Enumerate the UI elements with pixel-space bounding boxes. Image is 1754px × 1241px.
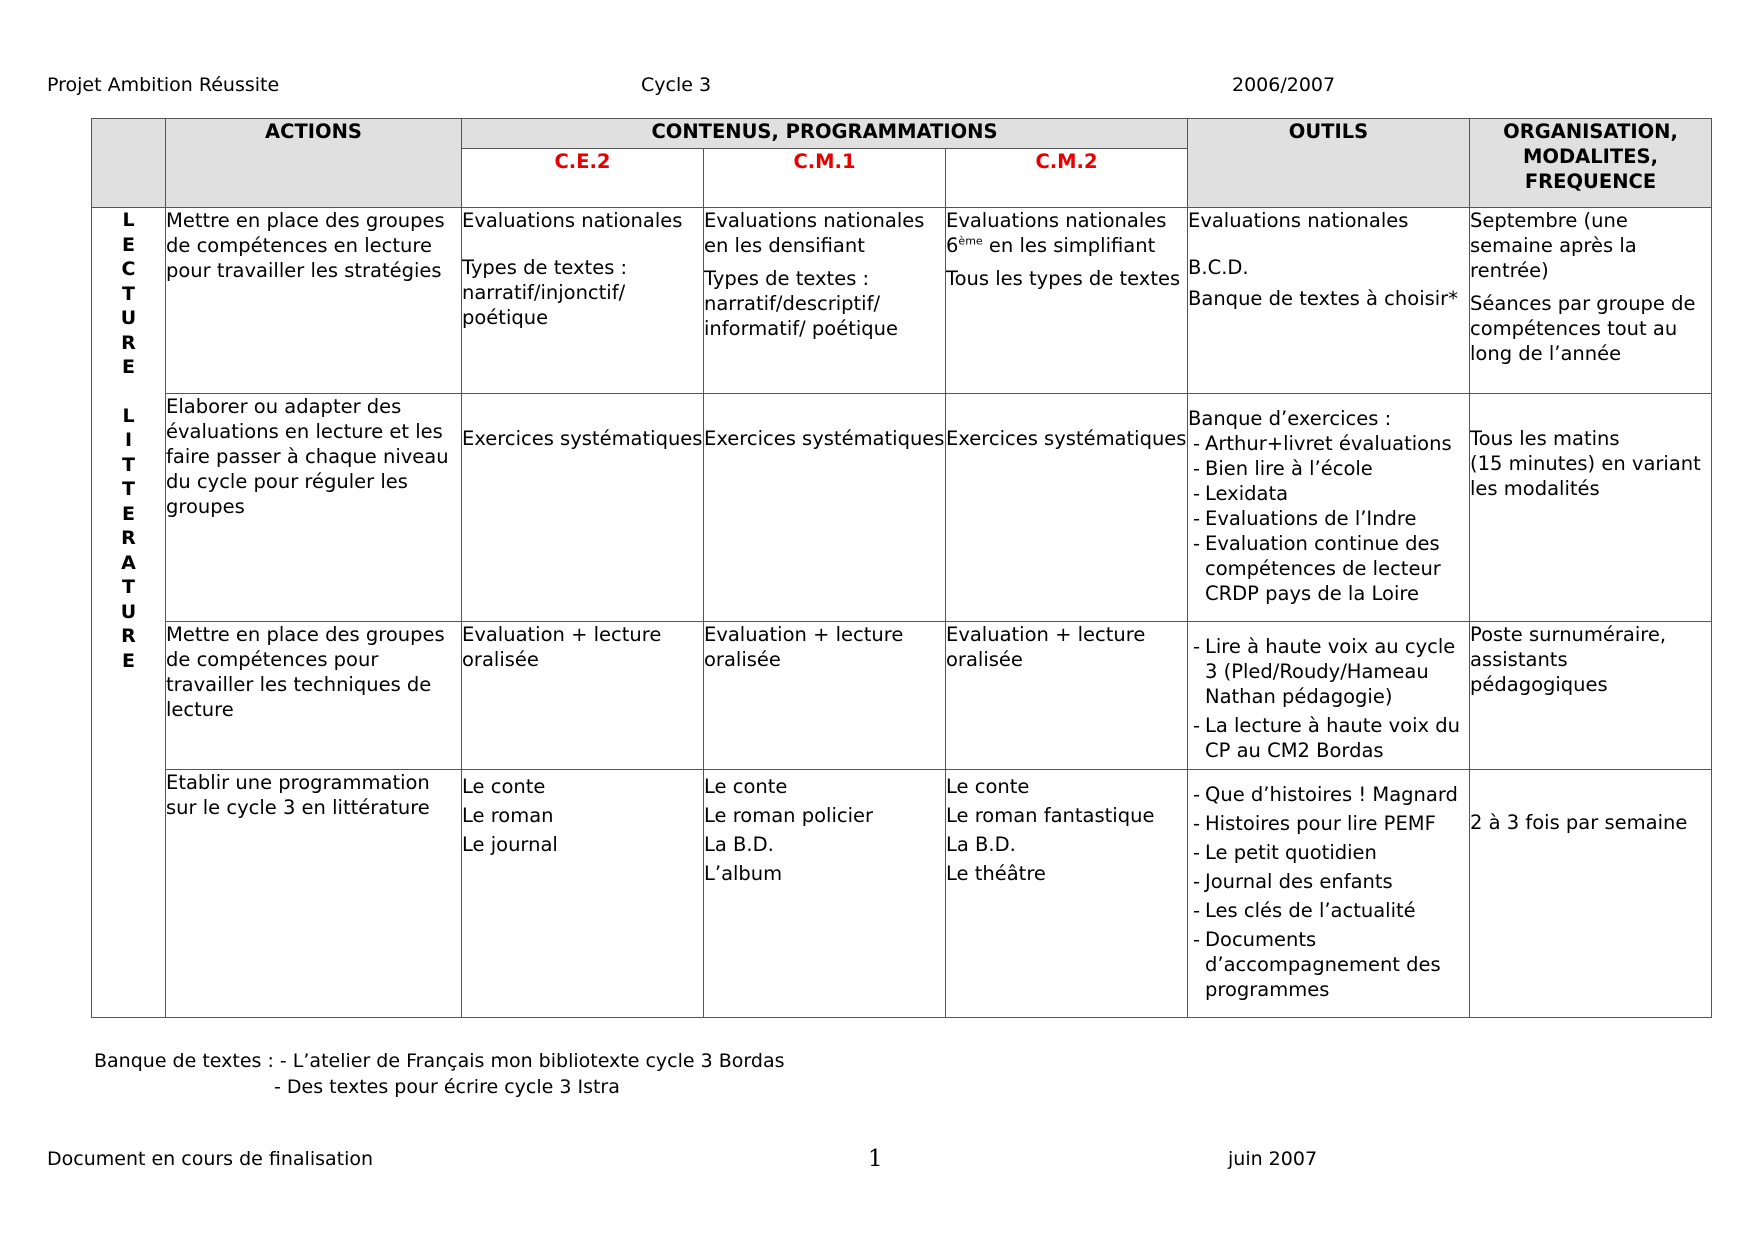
vertical-letter: R (121, 527, 136, 549)
vertical-letter: T (122, 453, 135, 476)
organisation-cell: Tous les matins (15 minutes) en variant les modalités (1470, 394, 1712, 622)
banque-de-textes-note: Banque de textes : - L’atelier de Français mon bibliotexte cycle 3 Bordas - Des textes pour écrire cycle 3 Istra (94, 1050, 785, 1098)
list-item: - Documents d’accompagnement des programmes (1188, 927, 1469, 1002)
cm2-cell: Evaluations nationales 6ème en les simplifiant Tous les types de textes (946, 208, 1188, 394)
header-actions: ACTIONS (166, 119, 462, 208)
outils-cell (1188, 622, 1470, 770)
footer-date: juin 2007 (1228, 1148, 1318, 1170)
outils-cell: Evaluations nationales B.C.D. Banque de textes à choisir* (1188, 208, 1470, 394)
list-item: - Lire à haute voix au cycle 3 (Pled/Roudy/Hameau Nathan pédagogie) (1188, 634, 1469, 709)
list-item: - Que d’histoires ! Magnard (1188, 782, 1469, 807)
header-cm2: C.M.2 (946, 149, 1188, 208)
table-row (92, 208, 1712, 394)
table-row (92, 394, 1712, 622)
ce2-cell: Evaluations nationales Types de textes : narratif/injonctif/ poétique (462, 208, 704, 394)
action-cell: Elaborer ou adapter des évaluations en lecture et les faire passer à chaque niveau du cycle pour réguler les groupes (166, 394, 462, 622)
organisation-cell: Poste surnuméraire, assistants pédagogiques (1470, 622, 1712, 770)
vertical-letter: L (122, 209, 135, 231)
list-item: - Le petit quotidien (1188, 840, 1469, 865)
list-item: - Histoires pour lire PEMF (1188, 811, 1469, 836)
vertical-letter: E (122, 649, 135, 672)
header-ce2: C.E.2 (462, 149, 704, 208)
program-table (91, 118, 1712, 1018)
footer-status: Document en cours de finalisation (47, 1148, 374, 1170)
cm2-cell: Evaluation + lecture oralisée (946, 622, 1188, 770)
table-row (92, 770, 1712, 1018)
vertical-letter: U (120, 307, 137, 329)
vertical-letter: R (121, 625, 136, 647)
cm1-cell: Exercices systématiques (704, 394, 946, 622)
vertical-letter: I (124, 429, 133, 451)
list-item: - Arthur+livret évaluations (1188, 431, 1469, 456)
vertical-letter: C (121, 258, 136, 280)
vertical-letter: E (122, 502, 135, 525)
action-cell: Etablir une programmation sur le cycle 3 en littérature (166, 770, 462, 1018)
list-item: - La lecture à haute voix du CP au CM2 Bordas (1188, 713, 1469, 763)
cm1-cell: Le conte Le roman policier La B.D. L’album (704, 770, 946, 1018)
header-contenus: CONTENUS, PROGRAMMATIONS (462, 119, 1188, 149)
organisation-cell: Septembre (une semaine après la rentrée) Séances par groupe de compétences tout au long de l’année (1470, 208, 1712, 394)
vertical-letter: L (122, 404, 135, 427)
header-cm1: C.M.1 (704, 149, 946, 208)
organisation-cell: 2 à 3 fois par semaine (1470, 770, 1712, 1018)
vertical-letter: E (122, 356, 135, 378)
ce2-cell: Le conte Le roman Le journal (462, 770, 704, 1018)
vertical-letter: U (120, 600, 137, 623)
vertical-letter: A (121, 551, 136, 574)
vertical-letter: R (121, 331, 136, 354)
list-item: - Evaluations de l’Indre (1188, 506, 1469, 531)
list-item: - Les clés de l’actualité (1188, 898, 1469, 923)
cm1-cell: Evaluation + lecture oralisée (704, 622, 946, 770)
outils-cell (1188, 770, 1470, 1018)
cm2-cell: Exercices systématiques (946, 394, 1188, 622)
vertical-letter: E (122, 233, 135, 256)
list-item: - Evaluation continue des compétences de lecteur CRDP pays de la Loire (1188, 531, 1469, 606)
header-organisation: ORGANISATION, MODALITES, FREQUENCE (1470, 119, 1712, 208)
corner-cell (92, 119, 166, 208)
cm2-cell: Le conte Le roman fantastique La B.D. Le théâtre (946, 770, 1188, 1018)
header-cycle: Cycle 3 (641, 74, 712, 96)
page-number: 1 (868, 1146, 883, 1172)
ce2-cell: Exercices systématiques (462, 394, 704, 622)
action-cell: Mettre en place des groupes de compétences pour travailler les techniques de lecture (166, 622, 462, 770)
ce2-cell: Evaluation + lecture oralisée (462, 622, 704, 770)
list-item: - Lexidata (1188, 481, 1469, 506)
header-outils: OUTILS (1188, 119, 1470, 208)
table-row (92, 622, 1712, 770)
outils-cell: Banque d’exercices : - Arthur+livret évaluations - Bien lire à l’école - Lexidata - Evaluations de l’Indre - Evaluation continue des compétences de lecteur CRDP pays de la Loire (1188, 394, 1470, 622)
vertical-letter: T (122, 478, 135, 500)
domain-vertical-label (92, 208, 166, 1018)
header-year: 2006/2007 (1232, 74, 1336, 96)
list-item: - Bien lire à l’école (1188, 456, 1469, 481)
cm1-cell: Evaluations nationales en les densifiant Types de textes : narratif/descriptif/ informatif/ poétique (704, 208, 946, 394)
vertical-letter: T (122, 576, 135, 598)
action-cell: Mettre en place des groupes de compétences en lecture pour travailler les stratégies (166, 208, 462, 394)
list-item: - Journal des enfants (1188, 869, 1469, 894)
header-project: Projet Ambition Réussite (47, 74, 280, 96)
vertical-letter: T (122, 282, 135, 305)
